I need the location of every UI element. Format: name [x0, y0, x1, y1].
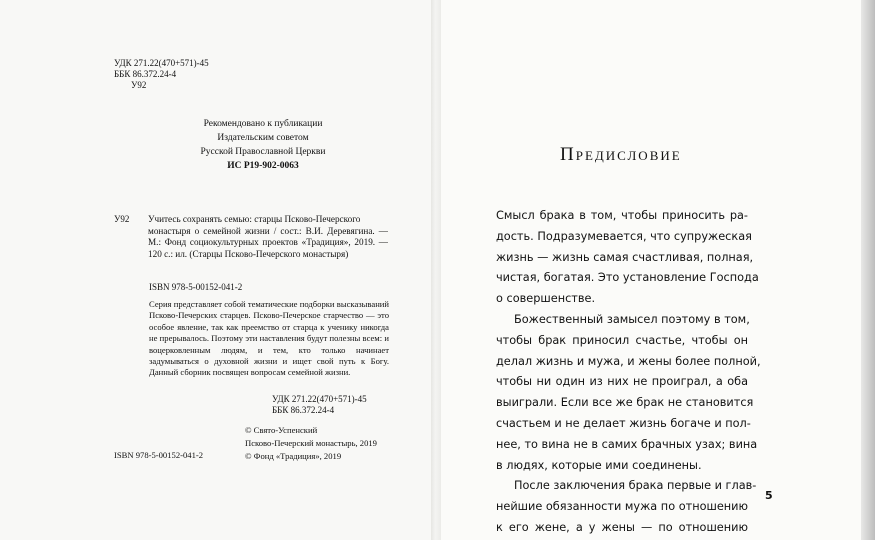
approval-code: ИС Р19-902-0063	[227, 161, 299, 171]
chapter-heading: Предисловие	[560, 144, 682, 165]
text-line: Божественный замысел поэтому в том,	[514, 312, 750, 326]
text-line: в людях, которые ими соединены.	[496, 458, 702, 472]
bbk-inner-line: ББК 86.372.24-4	[272, 405, 335, 415]
isbn-top: ISBN 978-5-00152-041-2	[149, 282, 243, 292]
recommendation-line: Рекомендовано к публикации	[203, 119, 323, 129]
author-mark-top: У92	[131, 80, 147, 90]
text-line: о совершенстве.	[496, 292, 596, 306]
author-mark: У92	[114, 214, 130, 224]
recommendation-line: Издательским советом	[217, 133, 309, 143]
text-line: дость. Подразумевается, что супружеская	[496, 229, 752, 243]
text-line: делал жизнь и мужа, и жены более полной,	[496, 354, 761, 368]
udk-block	[114, 58, 209, 91]
page-number: 5	[765, 489, 773, 502]
text-line: жизнь — жизнь самая счастливая, полная,	[496, 250, 754, 264]
recommendation-block	[188, 117, 338, 173]
page-edge-shadow	[861, 0, 875, 540]
bib-details: монастыря о семейной жизни / сост.: В.И. Деревягина. — М.: Фонд социокультурных проектов «Традиция», 2019. — 120 с.: ил. (Старцы Псково-Печерского монастыря)	[148, 225, 388, 259]
isbn-bottom: ISBN 978-5-00152-041-2	[114, 450, 204, 460]
udk-inner-block	[272, 394, 367, 416]
book-gutter	[431, 0, 441, 540]
text-line: к его жене, а у жены — по отношению	[496, 520, 748, 534]
text-line: чистая, богатая. Это установление Господа	[496, 271, 759, 285]
left-page	[0, 0, 431, 540]
copyright-block	[245, 424, 377, 463]
text-line: выиграли. Если все же брак не становится	[496, 396, 754, 410]
bibliographic-record	[148, 214, 388, 260]
text-line: нее, то вина не в самих брачных узах; вина	[496, 437, 758, 451]
text-line: счастьем и не делает жизнь богаче и пол-	[496, 416, 751, 430]
series-annotation: Серия представляет собой тематические подборки высказываний Псково-Печерских старцев. Псково-Печерское старчество — это особое явление, так как преемство от старца к ученику никогда не прерывалось. Поэтому эти наставления будут полезны всем: и воцерковленным людям, и тем, кто только начинает задумываться о духовной жизни и ищет свой путь к Богу. Данный сборник посвящен вопросам семейной жизни.	[149, 299, 389, 378]
text-line: нейшие обязанности мужа по отношению	[496, 500, 749, 514]
bib-title-line: Учитесь сохранять семью: старцы Псково-Печерского	[148, 214, 361, 224]
text-line: После заключения брака первые и глав-	[514, 479, 757, 493]
udk-line: УДК 271.22(470+571)-45	[114, 58, 209, 68]
udk-inner-line: УДК 271.22(470+571)-45	[272, 394, 367, 404]
recommendation-line: Русской Православной Церкви	[200, 147, 326, 157]
copyright-line: Псково-Печерский монастырь, 2019	[245, 438, 377, 448]
text-line: чтобы брак приносил счастье, чтобы он	[496, 333, 748, 347]
text-line: чтобы ни один из них не проиграл, а оба	[496, 375, 748, 389]
bbk-line: ББК 86.372.24-4	[114, 69, 177, 79]
text-line: Смысл брака в том, чтобы приносить ра-	[496, 209, 748, 222]
body-text	[496, 206, 761, 539]
copyright-line: © Свято-Успенский	[245, 425, 318, 435]
copyright-line: © Фонд «Традиция», 2019	[245, 451, 342, 461]
